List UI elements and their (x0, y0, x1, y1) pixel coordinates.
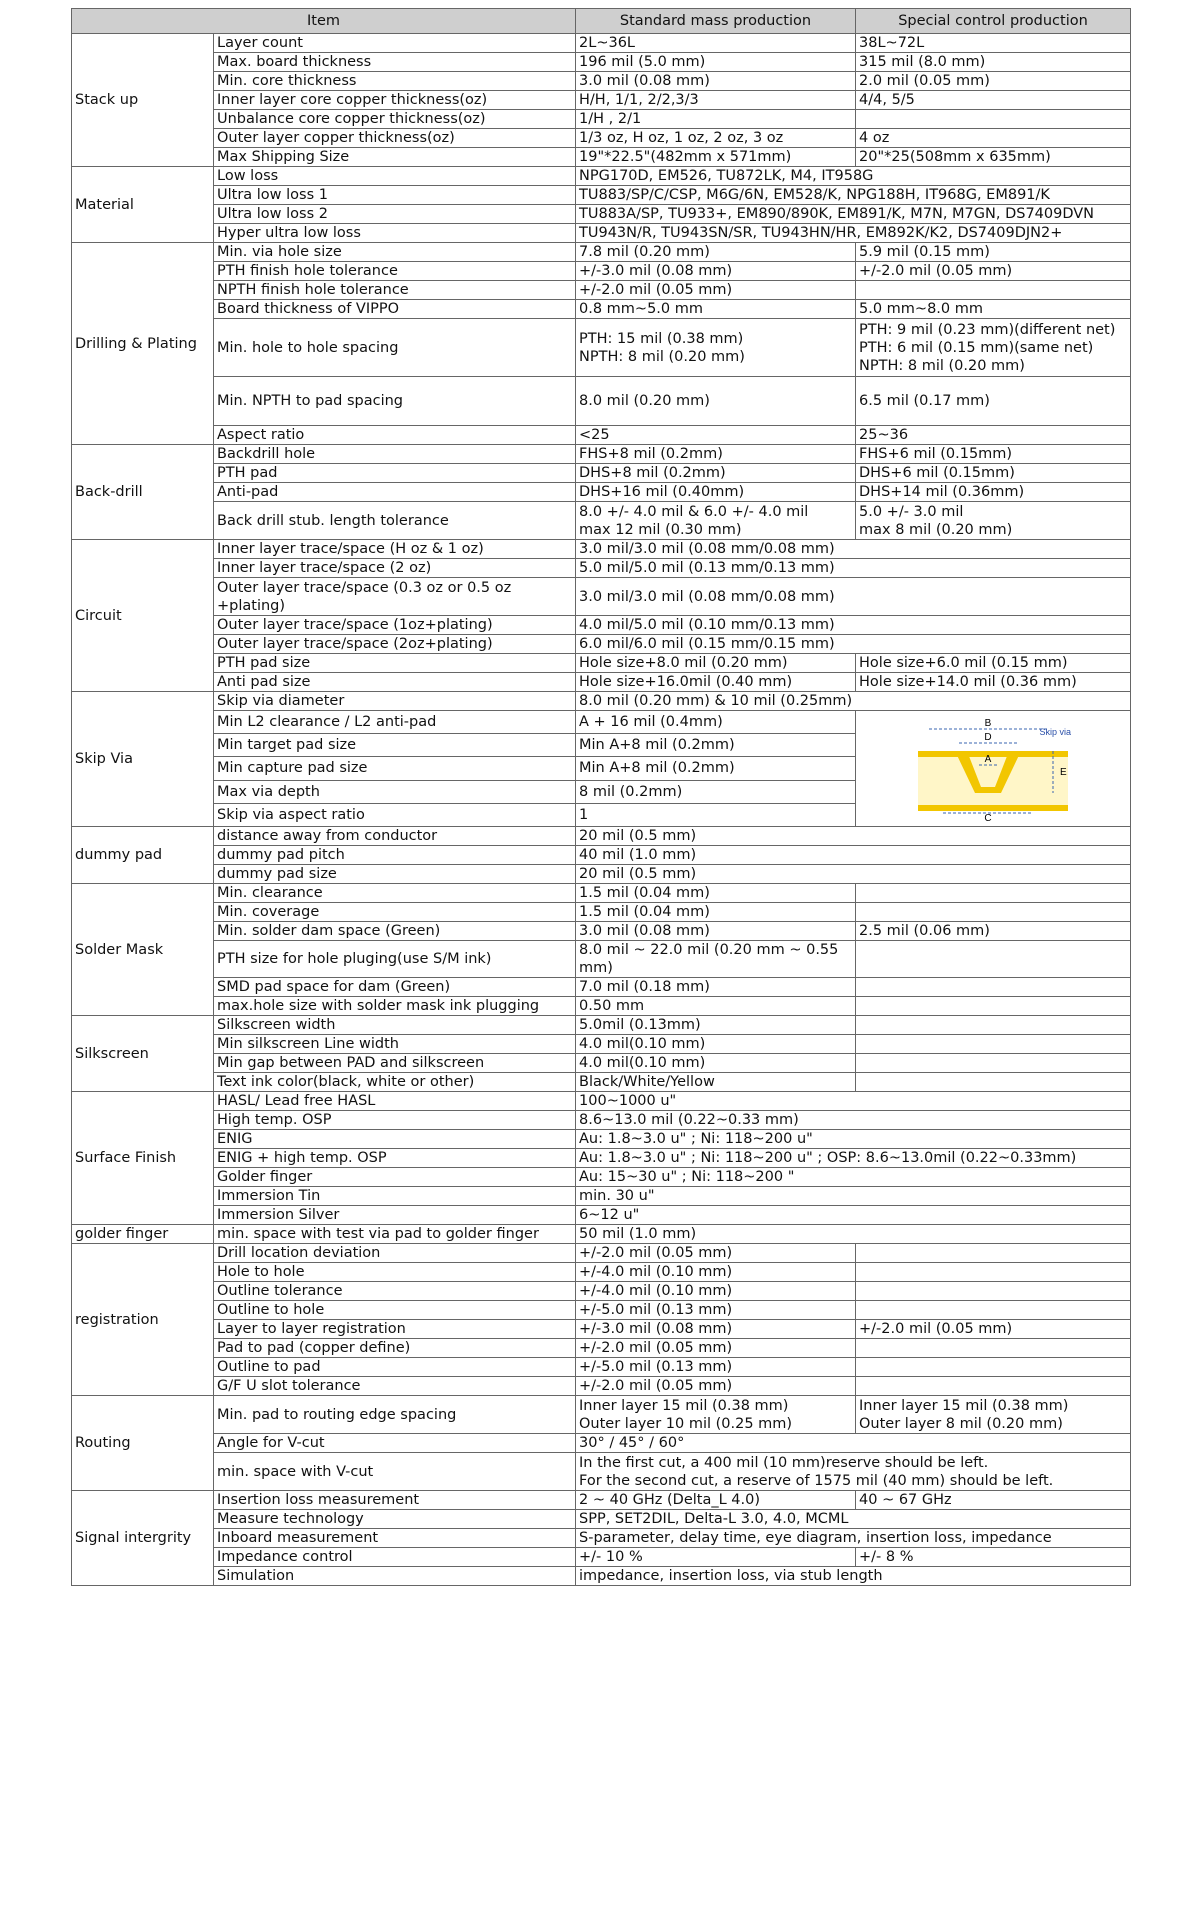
item-cell: High temp. OSP (214, 1111, 576, 1130)
header-row (72, 9, 1131, 34)
skip-via-figure-cell (856, 711, 1131, 827)
value-standard: +/-5.0 mil (0.13 mm) (576, 1301, 856, 1320)
table-row (72, 1054, 1131, 1073)
value-special (856, 1244, 1131, 1263)
value-standard-line: PTH: 15 mil (0.38 mm) (579, 330, 744, 347)
value-special (856, 1016, 1131, 1035)
table-row (72, 654, 1131, 673)
value-standard: +/- 10 % (576, 1548, 856, 1567)
spec-table (71, 8, 1131, 1586)
item-cell: Min silkscreen Line width (214, 1035, 576, 1054)
table-row (72, 978, 1131, 997)
value-merged: Au: 1.8~3.0 u" ; Ni: 118~200 u" ; OSP: 8.6~13.0mil (0.22~0.33mm) (576, 1149, 1131, 1168)
item-cell: Inner layer core copper thickness(oz) (214, 91, 576, 110)
item-cell: min. space with V-cut (214, 1453, 576, 1491)
value-special-line: 5.0 +/- 3.0 mil (859, 503, 964, 520)
item-cell: Backdrill hole (214, 445, 576, 464)
table-row (72, 827, 1131, 846)
value-special (856, 281, 1131, 300)
item-cell: PTH pad (214, 464, 576, 483)
value-special: Hole size+6.0 mil (0.15 mm) (856, 654, 1131, 673)
value-standard: 0.8 mm~5.0 mm (576, 300, 856, 319)
table-row (72, 300, 1131, 319)
value-merged: 20 mil (0.5 mm) (576, 865, 1131, 884)
value-standard: 2 ~ 40 GHz (Delta_L 4.0) (576, 1491, 856, 1510)
table-row (72, 502, 1131, 540)
value-standard: 8.0 mil ~ 22.0 mil (0.20 mm ~ 0.55 mm) (576, 941, 856, 978)
value-merged: impedance, insertion loss, via stub length (576, 1567, 1131, 1586)
value-merged-line: For the second cut, a reserve of 1575 mil (40 mm) should be left. (579, 1472, 1054, 1489)
value-standard: 1.5 mil (0.04 mm) (576, 884, 856, 903)
item-cell: Outer layer trace/space (1oz+plating) (214, 616, 576, 635)
value-standard: 5.0mil (0.13mm) (576, 1016, 856, 1035)
category-cell: Silkscreen (72, 1016, 214, 1092)
value-merged: 6.0 mil/6.0 mil (0.15 mm/0.15 mm) (576, 635, 1131, 654)
item-cell: Min. coverage (214, 903, 576, 922)
table-row (72, 1339, 1131, 1358)
value-standard: Black/White/Yellow (576, 1073, 856, 1092)
item-cell: Immersion Silver (214, 1206, 576, 1225)
value-special: +/- 8 % (856, 1548, 1131, 1567)
item-cell: Inner layer trace/space (H oz & 1 oz) (214, 540, 576, 559)
diagram-layer (918, 751, 1068, 757)
value-standard: +/-2.0 mil (0.05 mm) (576, 1339, 856, 1358)
item-cell: Min. clearance (214, 884, 576, 903)
table-row (72, 540, 1131, 559)
label-c: C (984, 813, 992, 821)
item-cell: Impedance control (214, 1548, 576, 1567)
item-cell: Insertion loss measurement (214, 1491, 576, 1510)
value-merged: NPG170D, EM526, TU872LK, M4, IT958G (576, 167, 1131, 186)
table-row (72, 377, 1131, 426)
item-cell: Ultra low loss 1 (214, 186, 576, 205)
value-standard: DHS+16 mil (0.40mm) (576, 483, 856, 502)
item-cell: HASL/ Lead free HASL (214, 1092, 576, 1111)
skip-via-title: Skip via (1039, 727, 1072, 737)
item-cell: Min capture pad size (214, 757, 576, 780)
item-cell: Min. NPTH to pad spacing (214, 377, 576, 426)
value-standard (576, 1396, 856, 1434)
table-row (72, 1073, 1131, 1092)
value-standard: +/-4.0 mil (0.10 mm) (576, 1282, 856, 1301)
item-cell: Max Shipping Size (214, 148, 576, 167)
value-special (856, 1035, 1131, 1054)
table-row (72, 846, 1131, 865)
value-special: +/-2.0 mil (0.05 mm) (856, 1320, 1131, 1339)
category-cell: golder finger (72, 1225, 214, 1244)
value-special (856, 502, 1131, 540)
table-row (72, 148, 1131, 167)
table-row (72, 922, 1131, 941)
item-cell: ENIG (214, 1130, 576, 1149)
value-merged: 100~1000 u" (576, 1092, 1131, 1111)
value-special-line: max 8 mil (0.20 mm) (859, 521, 1013, 538)
value-merged: 4.0 mil/5.0 mil (0.10 mm/0.13 mm) (576, 616, 1131, 635)
value-special: 40 ~ 67 GHz (856, 1491, 1131, 1510)
table-row (72, 1187, 1131, 1206)
value-special: FHS+6 mil (0.15mm) (856, 445, 1131, 464)
value-special: 5.9 mil (0.15 mm) (856, 243, 1131, 262)
table-row (72, 711, 1131, 734)
value-merged: 50 mil (1.0 mm) (576, 1225, 1131, 1244)
table-row (72, 559, 1131, 578)
value-special (856, 1073, 1131, 1092)
item-cell: Board thickness of VIPPO (214, 300, 576, 319)
value-standard: 1.5 mil (0.04 mm) (576, 903, 856, 922)
table-row (72, 1377, 1131, 1396)
value-merged: 30° / 45° / 60° (576, 1434, 1131, 1453)
value-merged (576, 1453, 1131, 1491)
value-standard: 2L~36L (576, 34, 856, 53)
item-cell: Min target pad size (214, 734, 576, 757)
table-row (72, 1358, 1131, 1377)
category-cell: Skip Via (72, 692, 214, 827)
value-standard: +/-5.0 mil (0.13 mm) (576, 1358, 856, 1377)
item-cell: PTH size for hole pluging(use S/M ink) (214, 941, 576, 978)
value-special: 5.0 mm~8.0 mm (856, 300, 1131, 319)
table-row (72, 1225, 1131, 1244)
value-standard: 1/H , 2/1 (576, 110, 856, 129)
item-cell: Hyper ultra low loss (214, 224, 576, 243)
item-cell: Low loss (214, 167, 576, 186)
value-standard: +/-2.0 mil (0.05 mm) (576, 1244, 856, 1263)
table-row (72, 1282, 1131, 1301)
table-row (72, 692, 1131, 711)
value-standard: +/-3.0 mil (0.08 mm) (576, 1320, 856, 1339)
table-row (72, 941, 1131, 978)
value-special (856, 884, 1131, 903)
item-cell: Measure technology (214, 1510, 576, 1529)
table-row (72, 1529, 1131, 1548)
table-row (72, 903, 1131, 922)
value-special (856, 1339, 1131, 1358)
table-row (72, 997, 1131, 1016)
category-cell: Stack up (72, 34, 214, 167)
item-cell: Silkscreen width (214, 1016, 576, 1035)
item-cell: Outline to pad (214, 1358, 576, 1377)
item-cell: Min. solder dam space (Green) (214, 922, 576, 941)
item-cell: Min. core thickness (214, 72, 576, 91)
skip-via-diagram (893, 711, 1093, 821)
table-row (72, 1263, 1131, 1282)
value-standard-line: NPTH: 8 mil (0.20 mm) (579, 348, 745, 365)
item-cell: Ultra low loss 2 (214, 205, 576, 224)
table-row (72, 1567, 1131, 1586)
value-special: Hole size+14.0 mil (0.36 mm) (856, 673, 1131, 692)
value-standard: 4.0 mil(0.10 mm) (576, 1054, 856, 1073)
table-row (72, 1548, 1131, 1567)
table-row (72, 186, 1131, 205)
value-standard: 4.0 mil(0.10 mm) (576, 1035, 856, 1054)
category-cell: Solder Mask (72, 884, 214, 1016)
value-merged: S-parameter, delay time, eye diagram, insertion loss, impedance (576, 1529, 1131, 1548)
item-cell: dummy pad pitch (214, 846, 576, 865)
header-item: Item (72, 9, 576, 34)
value-special: +/-2.0 mil (0.05 mm) (856, 262, 1131, 281)
item-cell: Min. pad to routing edge spacing (214, 1396, 576, 1434)
value-special (856, 978, 1131, 997)
value-merged: Au: 15~30 u" ; Ni: 118~200 " (576, 1168, 1131, 1187)
table-row (72, 1320, 1131, 1339)
value-merged: 8.0 mil (0.20 mm) & 10 mil (0.25mm) (576, 692, 1131, 711)
header-special: Special control production (856, 9, 1131, 34)
value-special (856, 1301, 1131, 1320)
table-row (72, 129, 1131, 148)
value-special (856, 1396, 1131, 1434)
item-cell: Min. via hole size (214, 243, 576, 262)
value-special (856, 319, 1131, 377)
table-row (72, 616, 1131, 635)
item-cell: max.hole size with solder mask ink plugging (214, 997, 576, 1016)
item-cell: Inboard measurement (214, 1529, 576, 1548)
table-row (72, 1092, 1131, 1111)
table-row (72, 1434, 1131, 1453)
value-special (856, 941, 1131, 978)
table-row (72, 53, 1131, 72)
table-row (72, 319, 1131, 377)
item-cell: Inner layer trace/space (2 oz) (214, 559, 576, 578)
value-standard: A + 16 mil (0.4mm) (576, 711, 856, 734)
item-cell: Angle for V-cut (214, 1434, 576, 1453)
value-standard: +/-3.0 mil (0.08 mm) (576, 262, 856, 281)
value-merged: Au: 1.8~3.0 u" ; Ni: 118~200 u" (576, 1130, 1131, 1149)
item-cell: Outer layer trace/space (2oz+plating) (214, 635, 576, 654)
value-merged: min. 30 u" (576, 1187, 1131, 1206)
category-cell: Surface Finish (72, 1092, 214, 1225)
item-cell: Layer to layer registration (214, 1320, 576, 1339)
table-row (72, 243, 1131, 262)
label-b: B (984, 718, 992, 729)
value-standard: <25 (576, 426, 856, 445)
value-special: DHS+14 mil (0.36mm) (856, 483, 1131, 502)
value-standard: DHS+8 mil (0.2mm) (576, 464, 856, 483)
value-special-line: PTH: 9 mil (0.23 mm)(different net) (859, 321, 1116, 338)
value-standard-line: Inner layer 15 mil (0.38 mm) (579, 1397, 789, 1414)
value-standard (576, 502, 856, 540)
value-special: 25~36 (856, 426, 1131, 445)
value-special: 2.0 mil (0.05 mm) (856, 72, 1131, 91)
value-standard: 196 mil (5.0 mm) (576, 53, 856, 72)
item-cell: SMD pad space for dam (Green) (214, 978, 576, 997)
value-standard-line: 8.0 +/- 4.0 mil & 6.0 +/- 4.0 mil (579, 503, 809, 520)
value-standard (576, 319, 856, 377)
item-cell: Pad to pad (copper define) (214, 1339, 576, 1358)
table-row (72, 1206, 1131, 1225)
value-standard: 1 (576, 803, 856, 826)
value-special: 6.5 mil (0.17 mm) (856, 377, 1131, 426)
table-row (72, 1016, 1131, 1035)
item-cell: Text ink color(black, white or other) (214, 1073, 576, 1092)
value-standard: 7.8 mil (0.20 mm) (576, 243, 856, 262)
value-standard-line: max 12 mil (0.30 mm) (579, 521, 742, 538)
value-special-line: NPTH: 8 mil (0.20 mm) (859, 357, 1025, 374)
value-standard: +/-2.0 mil (0.05 mm) (576, 1377, 856, 1396)
table-row (72, 167, 1131, 186)
value-special (856, 903, 1131, 922)
item-cell: Outer layer trace/space (0.3 oz or 0.5 oz +plating) (214, 578, 576, 616)
table-row (72, 224, 1131, 243)
table-row (72, 72, 1131, 91)
value-standard: Min A+8 mil (0.2mm) (576, 734, 856, 757)
value-standard: 8 mil (0.2mm) (576, 780, 856, 803)
spec-table-body (72, 34, 1131, 1586)
value-special: DHS+6 mil (0.15mm) (856, 464, 1131, 483)
value-standard: +/-4.0 mil (0.10 mm) (576, 1263, 856, 1282)
table-row (72, 483, 1131, 502)
table-row (72, 1168, 1131, 1187)
value-standard: 7.0 mil (0.18 mm) (576, 978, 856, 997)
value-standard: 3.0 mil (0.08 mm) (576, 922, 856, 941)
item-cell: Skip via aspect ratio (214, 803, 576, 826)
value-merged: 20 mil (0.5 mm) (576, 827, 1131, 846)
table-row (72, 1244, 1131, 1263)
value-merged: 3.0 mil/3.0 mil (0.08 mm/0.08 mm) (576, 540, 1131, 559)
item-cell: NPTH finish hole tolerance (214, 281, 576, 300)
item-cell: dummy pad size (214, 865, 576, 884)
value-merged: 5.0 mil/5.0 mil (0.13 mm/0.13 mm) (576, 559, 1131, 578)
item-cell: Min gap between PAD and silkscreen (214, 1054, 576, 1073)
value-merged: SPP, SET2DIL, Delta-L 3.0, 4.0, MCML (576, 1510, 1131, 1529)
table-row (72, 1111, 1131, 1130)
value-standard: 0.50 mm (576, 997, 856, 1016)
category-cell: Routing (72, 1396, 214, 1491)
table-row (72, 635, 1131, 654)
value-merged: TU883/SP/C/CSP, M6G/6N, EM528/K, NPG188H, IT968G, EM891/K (576, 186, 1131, 205)
label-d: D (984, 732, 992, 743)
diagram-dielectric (918, 757, 1068, 805)
category-cell: Back-drill (72, 445, 214, 540)
item-cell: min. space with test via pad to golder finger (214, 1225, 576, 1244)
table-row (72, 91, 1131, 110)
value-merged: TU943N/R, TU943SN/SR, TU943HN/HR, EM892K/K2, DS7409DJN2+ (576, 224, 1131, 243)
table-row (72, 1396, 1131, 1434)
value-standard: 3.0 mil (0.08 mm) (576, 72, 856, 91)
item-cell: Golder finger (214, 1168, 576, 1187)
item-cell: Anti-pad (214, 483, 576, 502)
table-row (72, 1130, 1131, 1149)
value-standard: 8.0 mil (0.20 mm) (576, 377, 856, 426)
table-row (72, 426, 1131, 445)
category-cell: Material (72, 167, 214, 243)
item-cell: Outline to hole (214, 1301, 576, 1320)
value-special: 2.5 mil (0.06 mm) (856, 922, 1131, 941)
table-row (72, 865, 1131, 884)
item-cell: Immersion Tin (214, 1187, 576, 1206)
table-row (72, 1453, 1131, 1491)
item-cell: Layer count (214, 34, 576, 53)
item-cell: Min L2 clearance / L2 anti-pad (214, 711, 576, 734)
value-standard: +/-2.0 mil (0.05 mm) (576, 281, 856, 300)
table-row (72, 110, 1131, 129)
value-standard: Min A+8 mil (0.2mm) (576, 757, 856, 780)
value-special: 38L~72L (856, 34, 1131, 53)
table-row (72, 445, 1131, 464)
category-cell: dummy pad (72, 827, 214, 884)
header-standard: Standard mass production (576, 9, 856, 34)
item-cell: Max. board thickness (214, 53, 576, 72)
value-standard: FHS+8 mil (0.2mm) (576, 445, 856, 464)
value-standard: Hole size+8.0 mil (0.20 mm) (576, 654, 856, 673)
item-cell: Unbalance core copper thickness(oz) (214, 110, 576, 129)
table-row (72, 205, 1131, 224)
item-cell: Max via depth (214, 780, 576, 803)
item-cell: Outline tolerance (214, 1282, 576, 1301)
item-cell: Aspect ratio (214, 426, 576, 445)
category-cell: Drilling & Plating (72, 243, 214, 445)
value-special-line: PTH: 6 mil (0.15 mm)(same net) (859, 339, 1094, 356)
value-special (856, 1282, 1131, 1301)
value-special: 315 mil (8.0 mm) (856, 53, 1131, 72)
category-cell: Circuit (72, 540, 214, 692)
table-row (72, 464, 1131, 483)
value-standard: H/H, 1/1, 2/2,3/3 (576, 91, 856, 110)
value-special (856, 997, 1131, 1016)
value-merged-line: In the first cut, a 400 mil (10 mm)reserve should be left. (579, 1454, 989, 1471)
value-standard: 1/3 oz, H oz, 1 oz, 2 oz, 3 oz (576, 129, 856, 148)
category-cell: registration (72, 1244, 214, 1396)
item-cell: Hole to hole (214, 1263, 576, 1282)
value-standard: 19"*22.5"(482mm x 571mm) (576, 148, 856, 167)
item-cell: Outer layer copper thickness(oz) (214, 129, 576, 148)
value-special: 4 oz (856, 129, 1131, 148)
value-merged: 8.6~13.0 mil (0.22~0.33 mm) (576, 1111, 1131, 1130)
value-special-line: Inner layer 15 mil (0.38 mm) (859, 1397, 1069, 1414)
table-row (72, 281, 1131, 300)
item-cell: G/F U slot tolerance (214, 1377, 576, 1396)
item-cell: distance away from conductor (214, 827, 576, 846)
item-cell: Drill location deviation (214, 1244, 576, 1263)
table-row (72, 1035, 1131, 1054)
table-row (72, 1301, 1131, 1320)
item-cell: Skip via diameter (214, 692, 576, 711)
item-cell: Simulation (214, 1567, 576, 1586)
table-row (72, 34, 1131, 53)
category-cell: Signal intergrity (72, 1491, 214, 1586)
table-row (72, 578, 1131, 616)
value-standard-line: Outer layer 10 mil (0.25 mm) (579, 1415, 793, 1432)
value-merged: 40 mil (1.0 mm) (576, 846, 1131, 865)
value-special (856, 1358, 1131, 1377)
table-row (72, 1510, 1131, 1529)
table-row (72, 1491, 1131, 1510)
value-merged: TU883A/SP, TU933+, EM890/890K, EM891/K, M7N, M7GN, DS7409DVN (576, 205, 1131, 224)
diagram-layer (918, 805, 1068, 811)
item-cell: Anti pad size (214, 673, 576, 692)
table-row (72, 884, 1131, 903)
item-cell: Min. hole to hole spacing (214, 319, 576, 377)
item-cell: ENIG + high temp. OSP (214, 1149, 576, 1168)
item-cell: PTH finish hole tolerance (214, 262, 576, 281)
value-merged: 6~12 u" (576, 1206, 1131, 1225)
table-row (72, 1149, 1131, 1168)
value-special: 20"*25(508mm x 635mm) (856, 148, 1131, 167)
item-cell: Back drill stub. length tolerance (214, 502, 576, 540)
table-row (72, 262, 1131, 281)
table-row (72, 673, 1131, 692)
label-a: A (984, 754, 992, 765)
value-special (856, 1054, 1131, 1073)
value-merged: 3.0 mil/3.0 mil (0.08 mm/0.08 mm) (576, 578, 1131, 616)
value-special: 4/4, 5/5 (856, 91, 1131, 110)
value-special (856, 110, 1131, 129)
label-e: E (1060, 767, 1067, 778)
item-cell: PTH pad size (214, 654, 576, 673)
value-special (856, 1263, 1131, 1282)
value-special (856, 1377, 1131, 1396)
value-standard: Hole size+16.0mil (0.40 mm) (576, 673, 856, 692)
value-special-line: Outer layer 8 mil (0.20 mm) (859, 1415, 1063, 1432)
